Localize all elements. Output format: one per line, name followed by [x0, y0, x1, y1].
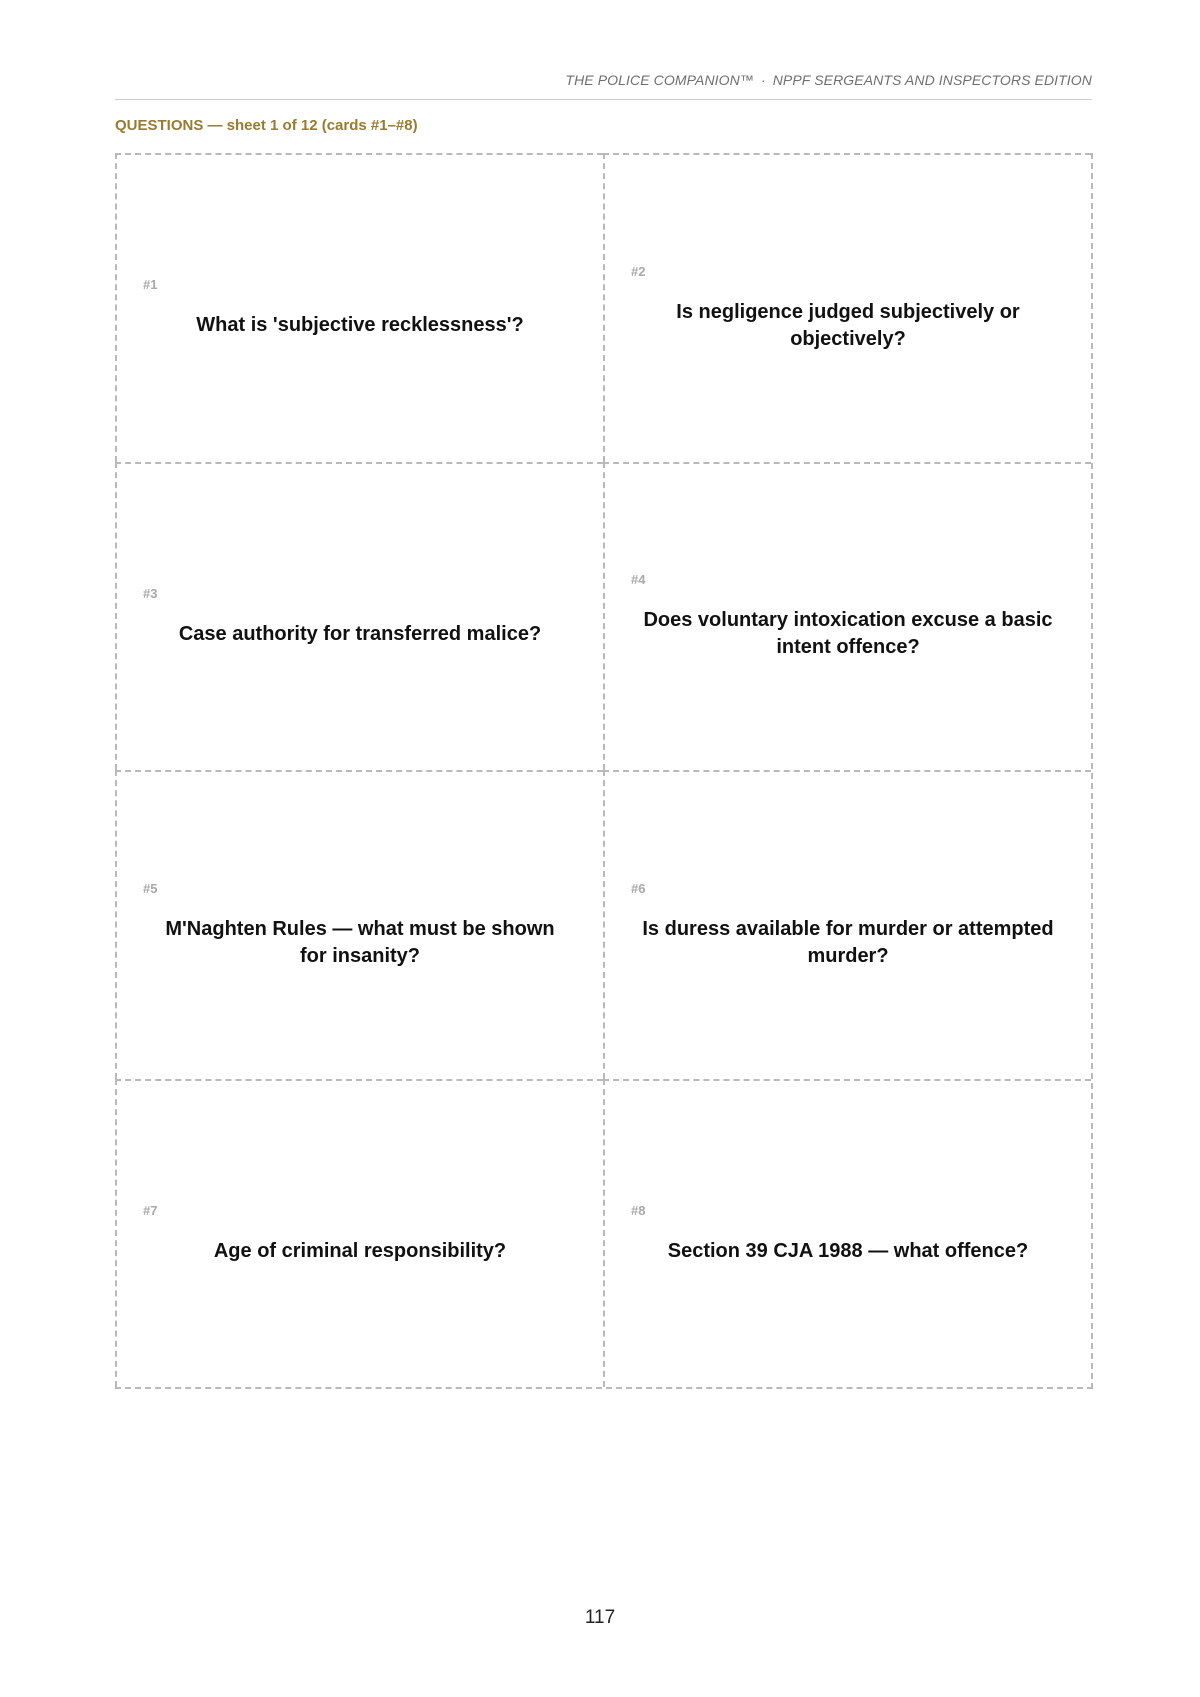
flashcard-8	[603, 1079, 1091, 1388]
flashcard-6	[603, 770, 1091, 1079]
running-header	[115, 72, 1092, 88]
flashcard-grid	[115, 153, 1093, 1389]
card-number: #8	[631, 1202, 646, 1218]
card-question: M'Naghten Rules — what must be shown for insanity?	[165, 917, 555, 967]
flashcard-7	[115, 1079, 603, 1388]
header-separator: ·	[760, 72, 766, 88]
flashcard-4	[603, 462, 1091, 771]
card-question: Section 39 CJA 1988 — what offence?	[667, 1239, 1029, 1262]
card-question: What is 'subjective recklessness'?	[196, 314, 524, 337]
flashcard-2	[603, 153, 1091, 462]
sheet-label: QUESTIONS — sheet 1 of 12 (cards #1–#8)	[115, 117, 418, 134]
card-number: #4	[631, 572, 646, 588]
edition-title: NPPF SERGEANTS AND INSPECTORS EDITION	[772, 72, 1092, 88]
card-number: #1	[143, 277, 158, 293]
publication-title: THE POLICE COMPANION™	[565, 72, 754, 88]
flashcard-3	[115, 462, 603, 771]
card-question: Case authority for transferred malice?	[178, 622, 542, 645]
header-rule	[115, 99, 1092, 100]
card-number: #3	[143, 585, 158, 601]
card-number: #2	[631, 263, 646, 279]
card-question: Is duress available for murder or attempted murder?	[642, 917, 1054, 967]
card-number: #5	[143, 880, 158, 896]
flashcard-1	[115, 153, 603, 462]
card-question: Does voluntary intoxication excuse a basic intent offence?	[643, 609, 1053, 659]
card-question: Age of criminal responsibility?	[213, 1239, 507, 1262]
card-number: #6	[631, 880, 646, 896]
flashcard-5	[115, 770, 603, 1079]
card-question: Is negligence judged subjectively or objectively?	[676, 300, 1020, 350]
page-number: 117	[584, 1607, 616, 1628]
card-number: #7	[143, 1202, 158, 1218]
